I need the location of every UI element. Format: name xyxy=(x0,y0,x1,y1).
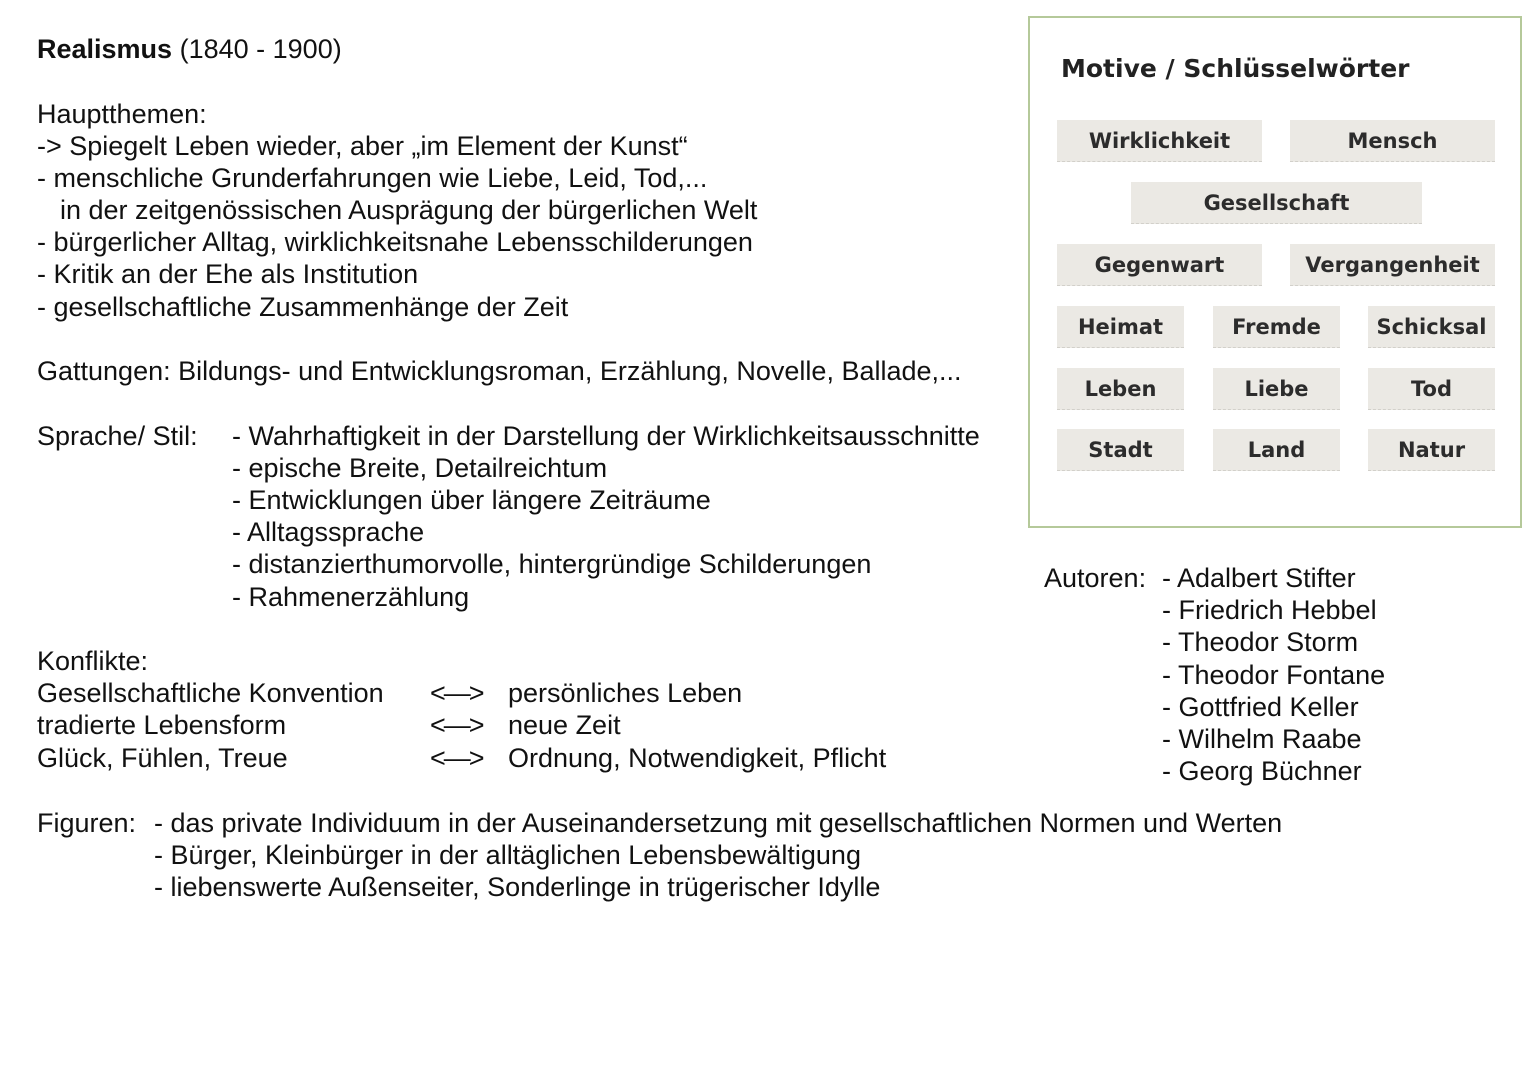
autor-item: - Wilhelm Raabe xyxy=(1162,724,1362,754)
hauptthemen-line: - bürgerlicher Alltag, wirklichkeitsnahe Lebensschilderungen xyxy=(37,227,753,257)
motiv-chip: Fremde xyxy=(1213,306,1340,348)
motiv-chip: Mensch xyxy=(1290,120,1495,162)
figuren-label: Figuren: xyxy=(37,808,137,838)
title-period: (1840 - 1900) xyxy=(179,34,342,64)
gattungen-line: Gattungen: Bildungs- und Entwicklungsroman, Erzählung, Novelle, Ballade,... xyxy=(37,356,962,386)
figuren-item: - Bürger, Kleinbürger in der alltäglichen Lebensbewältigung xyxy=(154,840,861,870)
sprache-item: - distanzierthumorvolle, hintergründige Schilderungen xyxy=(232,549,872,579)
hauptthemen-line: -> Spiegelt Leben wieder, aber „im Element der Kunst“ xyxy=(37,131,688,161)
konflikt-right: persönliches Leben xyxy=(508,678,743,708)
motive-box xyxy=(1028,16,1522,528)
autor-item: - Friedrich Hebbel xyxy=(1162,595,1377,625)
motiv-chip: Gesellschaft xyxy=(1131,182,1422,224)
title-text: Realismus xyxy=(37,34,173,64)
motiv-chip: Natur xyxy=(1368,429,1495,471)
hauptthemen-line: - menschliche Grunderfahrungen wie Liebe, Leid, Tod,... xyxy=(37,163,708,193)
konflikt-left: Glück, Fühlen, Treue xyxy=(37,743,288,773)
hauptthemen-line: - gesellschaftliche Zusammenhänge der Zeit xyxy=(37,292,569,322)
autor-item: - Gottfried Keller xyxy=(1162,692,1359,722)
sprache-item: - Entwicklungen über längere Zeiträume xyxy=(232,485,711,515)
konflikt-arrow: <—> xyxy=(430,678,483,708)
konflikt-arrow: <—> xyxy=(430,710,483,740)
autoren-label: Autoren: xyxy=(1044,563,1147,593)
autor-item: - Theodor Storm xyxy=(1162,627,1359,657)
sprache-item: - Alltagssprache xyxy=(232,517,425,547)
motiv-chip: Land xyxy=(1213,429,1340,471)
sprache-item: - Rahmenerzählung xyxy=(232,582,470,612)
motiv-chip: Heimat xyxy=(1057,306,1184,348)
hauptthemen-line: - Kritik an der Ehe als Institution xyxy=(37,259,419,289)
motiv-chip: Wirklichkeit xyxy=(1057,120,1262,162)
hauptthemen-heading: Hauptthemen: xyxy=(37,99,207,129)
motiv-chip: Schicksal xyxy=(1368,306,1495,348)
motiv-chip: Leben xyxy=(1057,368,1184,410)
konflikt-right: neue Zeit xyxy=(508,710,621,740)
page-title xyxy=(37,33,342,65)
konflikte-heading: Konflikte: xyxy=(37,646,149,676)
sprache-label: Sprache/ Stil: xyxy=(37,421,198,451)
motive-title: Motive / Schlüsselwörter xyxy=(1061,54,1410,83)
konflikt-left: Gesellschaftliche Konvention xyxy=(37,678,384,708)
motiv-chip: Vergangenheit xyxy=(1290,244,1495,286)
motiv-chip: Liebe xyxy=(1213,368,1340,410)
sprache-item: - epische Breite, Detailreichtum xyxy=(232,453,608,483)
autor-item: - Theodor Fontane xyxy=(1162,660,1386,690)
konflikt-left: tradierte Lebensform xyxy=(37,710,287,740)
konflikt-right: Ordnung, Notwendigkeit, Pflicht xyxy=(508,743,887,773)
hauptthemen-line: in der zeitgenössischen Ausprägung der bürgerlichen Welt xyxy=(60,195,758,225)
figuren-item: - das private Individuum in der Auseinandersetzung mit gesellschaftlichen Normen und Werten xyxy=(154,808,1283,838)
sprache-item: - Wahrhaftigkeit in der Darstellung der Wirklichkeitsausschnitte xyxy=(232,421,980,451)
motiv-chip: Stadt xyxy=(1057,429,1184,471)
autor-item: - Georg Büchner xyxy=(1162,756,1362,786)
konflikt-arrow: <—> xyxy=(430,743,483,773)
motiv-chip: Tod xyxy=(1368,368,1495,410)
autor-item: - Adalbert Stifter xyxy=(1162,563,1356,593)
motiv-chip: Gegenwart xyxy=(1057,244,1262,286)
figuren-item: - liebenswerte Außenseiter, Sonderlinge in trügerischer Idylle xyxy=(154,872,881,902)
